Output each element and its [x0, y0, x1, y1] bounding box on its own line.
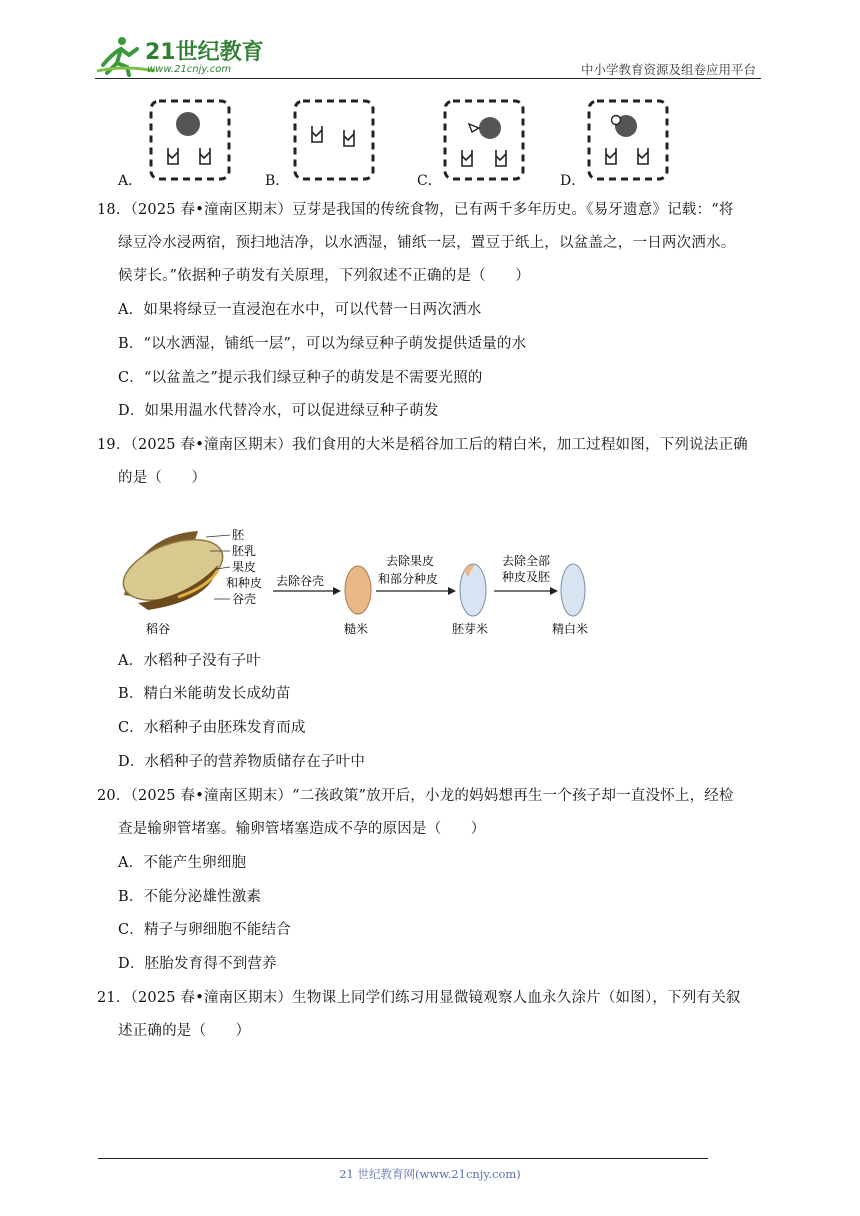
q20-option-c: C．精子与卵细胞不能结合 [118, 922, 291, 938]
q19-option-b: B．精白米能萌发长成幼苗 [118, 686, 291, 702]
label-seed-coat: 和种皮 [226, 576, 263, 590]
q19-option-d: D．水稻种子的营养物质储存在子叶中 [118, 754, 366, 770]
option-d-label: D． [560, 173, 586, 189]
brown-rice-grain [345, 566, 371, 614]
q19-stem-line1: 19．（2025 春•潼南区期末）我们食用的大米是稻谷加工后的精白米，加工过程如图，下列说法正确 [97, 437, 748, 453]
arrow3-label-top: 去除全部 [502, 554, 551, 568]
q20-option-d: D．胚胎发育得不到营养 [118, 956, 277, 972]
rice-processing-figure [118, 525, 608, 640]
q19-stem-line2: 的是（ ） [118, 470, 207, 486]
q18-stem-line1: 18．（2025 春•潼南区期末）豆芽是我国的传统食物，已有两千多年历史。《易牙遗意》记载：“将 [97, 202, 734, 218]
option-c-label: C． [417, 173, 442, 189]
option-b-diagram [292, 98, 376, 182]
option-a-diagram [148, 98, 232, 182]
footer-link[interactable]: 21 世纪教育网(www.21cnjy.com) [339, 1167, 521, 1181]
q21-stem-line2: 述正确的是（ ） [118, 1023, 251, 1039]
q18-option-c: C．“以盆盖之”提示我们绿豆种子的萌发是不需要光照的 [118, 370, 483, 386]
label-husk: 谷壳 [232, 592, 257, 606]
q20-stem-line1: 20．（2025 春•潼南区期末）“二孩政策”放开后，小龙的妈妈想再生一个孩子却一直没怀上，经检 [97, 788, 734, 804]
logo-main-text: 21世纪教育 [145, 40, 264, 65]
q18-option-a: A．如果将绿豆一直浸泡在水中，可以代替一日两次洒水 [118, 302, 482, 318]
polished-rice-grain [561, 564, 585, 616]
q18-stem-line2: 绿豆冷水浸两宿，预扫地洁净，以水洒湿，铺纸一层，置豆于纸上，以盆盖之，一日两次洒水。 [118, 235, 736, 251]
q19-option-a: A．水稻种子没有子叶 [118, 653, 261, 669]
site-logo [95, 35, 265, 77]
q21-stem-line1: 21．（2025 春•潼南区期末）生物课上同学们练习用显微镜观察人血永久涂片（如图），下列有关叙 [97, 990, 741, 1006]
platform-name: 中小学教育资源及组卷应用平台 [580, 62, 756, 77]
q20-option-a: A．不能产生卵细胞 [118, 855, 247, 871]
footer-divider [98, 1158, 708, 1159]
q20-stem-line2: 查是输卵管堵塞。输卵管堵塞造成不孕的原因是（ ） [118, 821, 486, 837]
option-c-diagram [442, 98, 526, 182]
q18-option-d: D．如果用温水代替冷水，可以促进绿豆种子萌发 [118, 403, 439, 419]
arrow1-label: 去除谷壳 [276, 574, 325, 588]
q20-option-b: B．不能分泌雄性激素 [118, 889, 262, 905]
q18-option-b: B．“以水洒湿，铺纸一层”，可以为绿豆种子萌发提供适量的水 [118, 336, 527, 352]
q18-stem-line3: 候芽长。”依据种子萌发有关原理，下列叙述不正确的是（ ） [118, 268, 530, 284]
stage-label-paddy: 稻谷 [146, 622, 171, 636]
stage-label-germ-rice: 胚芽米 [452, 622, 489, 636]
logo-sub-text: www.21cnjy.com [147, 64, 232, 75]
q19-option-c: C．水稻种子由胚珠发育而成 [118, 720, 306, 736]
stage-label-polished-rice: 精白米 [552, 622, 589, 636]
option-b-label: B． [265, 173, 290, 189]
option-a-label: A． [118, 173, 143, 189]
stage-label-brown-rice: 糙米 [344, 622, 369, 636]
arrow3-label-bottom: 种皮及胚 [502, 570, 551, 584]
rice-grain-illustration [118, 528, 231, 612]
label-endosperm: 胚乳 [232, 544, 257, 558]
label-embryo: 胚 [232, 528, 245, 542]
label-pericarp: 果皮 [232, 560, 257, 574]
arrow2-label-bottom: 和部分种皮 [378, 572, 439, 586]
header-divider [95, 78, 761, 79]
option-d-diagram [586, 98, 670, 182]
germ-rice-grain [460, 564, 486, 616]
arrow2-label-top: 去除果皮 [386, 554, 435, 568]
